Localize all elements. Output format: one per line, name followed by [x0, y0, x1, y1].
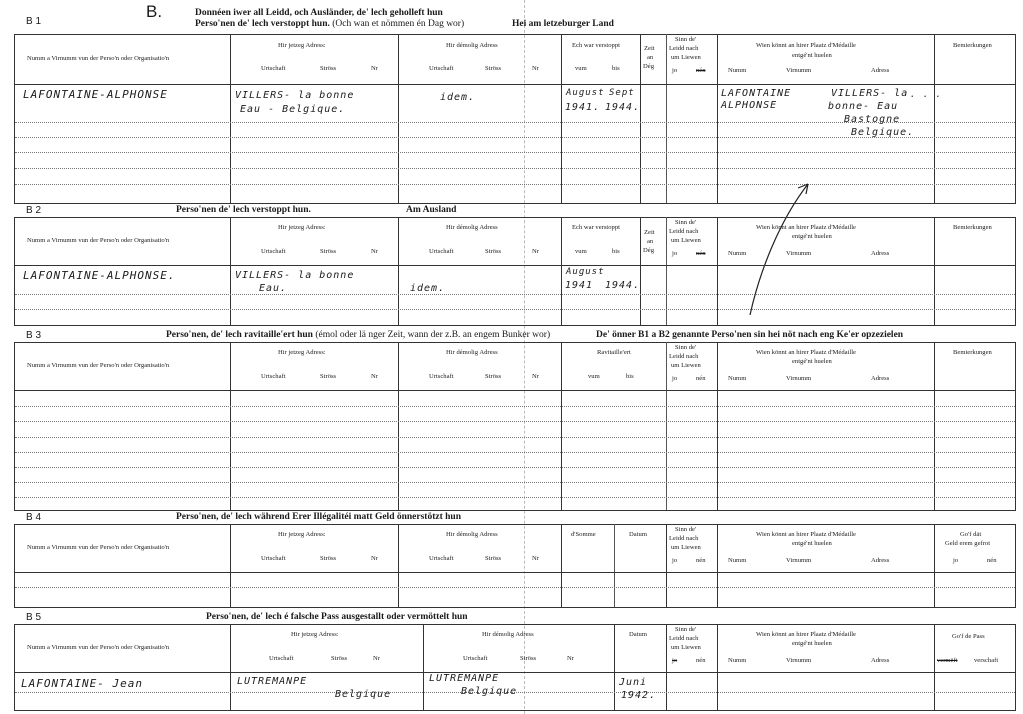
label-an: an: [647, 238, 654, 245]
label-medal: entgé'nt huelen: [792, 233, 832, 240]
section-b1: [14, 2, 1016, 203]
entry-address-1: VILLERS- la bonne: [235, 90, 355, 101]
section-title: Perso'nen de' lech verstoppt hun.: [176, 205, 311, 215]
entry-to-year: 1944.: [605, 280, 641, 291]
label-nr: Nr: [371, 65, 378, 72]
label-strooss: Ströss: [485, 65, 502, 72]
label-numm: Numm: [728, 557, 747, 564]
entry-address-2: Eau - Belgique.: [240, 104, 346, 115]
label-sinn: Sinn de': [675, 219, 697, 226]
label-bis: bis: [612, 248, 620, 255]
label-sinn: Sinn de': [675, 344, 697, 351]
label-current-address: Hir jetzeg Adress:: [278, 42, 326, 49]
label-medal: Wien könnt an hirer Plaatz d'Médaille: [756, 42, 856, 49]
entry-address-2: Eau.: [259, 283, 288, 294]
label-gold: Geld erem gefrot: [945, 540, 991, 547]
entry-medal-address-1: VILLERS- la: [831, 88, 909, 99]
label-medal: Wien könnt an hirer Plaatz d'Médaille: [756, 349, 856, 356]
label-bis: bis: [612, 65, 620, 72]
label-nr: Nr: [532, 65, 539, 72]
entry-former-1: LUTREMANPE: [429, 673, 500, 684]
label-strooss: Ströss: [485, 248, 502, 255]
label-strooss: Ströss: [320, 555, 337, 562]
label-strooss: Ströss: [320, 248, 337, 255]
entry-to: Sept: [609, 88, 635, 98]
label-sinn: um Liewen: [671, 644, 701, 651]
label-pass: Go'f de Pass: [952, 633, 985, 640]
label-vermoeft: vermëft: [937, 657, 958, 664]
label-current-address: Hir jetzeg Adress:: [278, 531, 326, 538]
section-b3: [14, 330, 1016, 510]
label-strooss: Ströss: [320, 373, 337, 380]
label-bis: bis: [626, 373, 634, 380]
label-former-address: Hir démolig Adress: [446, 349, 498, 356]
label-sinn: Leidd nach: [669, 45, 699, 52]
label-jo: jo: [672, 557, 678, 564]
entry-name: LAFONTAINE-ALPHONSE.: [23, 269, 176, 282]
entry-name: LAFONTAINE- Jean: [21, 677, 143, 690]
section-title: Perso'nen, de' lech während Erer Illégalitéi matt Geld önnerstötzt hun: [176, 512, 461, 522]
form-letter: B.: [146, 2, 163, 21]
label-nen: nén: [696, 657, 706, 664]
entry-date-2: 1942.: [621, 690, 657, 701]
entry-from: August: [566, 267, 605, 277]
label-ortschaft: Urtschaft: [429, 555, 454, 562]
label-ortschaft: Urtschaft: [463, 655, 488, 662]
section-b4: [14, 512, 1016, 607]
entry-date-1: Juni: [619, 677, 648, 688]
label-nr: Nr: [371, 373, 378, 380]
section-title-b: Am Ausland: [406, 205, 457, 215]
label-strooss: Ströss: [485, 373, 502, 380]
entry-medal-address-3: Bastogne: [844, 114, 901, 125]
label-sinn: Leidd nach: [669, 228, 699, 235]
label-ortschaft: Urtschaft: [261, 248, 286, 255]
label-hidden: Ech war verstoppt: [572, 42, 620, 49]
label-zeit: Zeit: [644, 229, 655, 236]
label-strooss: Ströss: [331, 655, 348, 662]
label-vum: vum: [575, 65, 587, 72]
label-supplied: Ravitaille'ert: [597, 349, 631, 356]
label-datum: Datum: [629, 631, 647, 638]
label-sinn: um Liewen: [671, 544, 701, 551]
section-b2: [14, 205, 1016, 325]
entry-address-1: LUTREMANPE: [237, 676, 308, 687]
entry-remarks-marks: . . .: [910, 90, 943, 100]
entry-former-2: Belgique: [461, 686, 518, 697]
entry-address-2: Belgique: [335, 689, 392, 700]
label-former-address: Hir démolig Adress: [446, 224, 498, 231]
label-jo: jo: [953, 557, 959, 564]
header-line-2-right: Hei am letzeburger Land: [512, 19, 614, 29]
section-b3-grid: [14, 342, 1016, 511]
label-nen: nén: [696, 557, 706, 564]
label-nen: nén: [696, 375, 706, 382]
label-nen: nén: [696, 67, 706, 74]
label-virnumm: Virnumm: [786, 250, 812, 257]
section-title: Perso'nen, de' lech é falsche Pass ausgestallt oder vermöttelt hun: [206, 612, 468, 622]
section-b5-grid: [14, 624, 1016, 711]
label-adress: Adress: [871, 375, 890, 382]
label-deg: Dég: [643, 247, 654, 254]
label-current-address: Hir jetzeg Adress:: [278, 349, 326, 356]
label-hidden: Ech war verstoppt: [572, 224, 620, 231]
label-numm: Numm: [728, 375, 747, 382]
section-id: B 3: [26, 330, 42, 341]
label-vum: vum: [575, 248, 587, 255]
section-id: B 1: [26, 16, 42, 27]
label-somme: d'Somme: [571, 531, 596, 538]
label-ortschaft: Urtschaft: [261, 373, 286, 380]
label-remarks: Bemierkungen: [953, 349, 992, 356]
label-an: an: [647, 54, 654, 61]
label-strooss: Ströss: [320, 65, 337, 72]
section-title: Perso'nen, de' lech ravitaille'ert hun (émol oder lä nger Zeit, wann der z.B. an engem Bunker wor): [166, 330, 551, 340]
entry-former: idem.: [410, 283, 446, 294]
label-person: Numm a Virnumm vun der Perso'n oder Organisatio'n: [27, 644, 170, 651]
label-verschaft: verschaft: [974, 657, 999, 664]
label-jo: jo: [672, 657, 678, 664]
label-adress: Adress: [871, 250, 890, 257]
label-former-address: Hir démolig Adress: [446, 531, 498, 538]
label-remarks: Bemierkungen: [953, 224, 992, 231]
section-id: B 5: [26, 612, 42, 623]
label-jo: jo: [672, 67, 678, 74]
label-jo: jo: [672, 375, 678, 382]
label-person: Numm a Virnumm vun der Perso'n oder Organisatio'n: [27, 544, 170, 551]
label-adress: Adress: [871, 657, 890, 664]
label-ortschaft: Urtschaft: [269, 655, 294, 662]
label-ortschaft: Urtschaft: [261, 65, 286, 72]
label-nr: Nr: [371, 555, 378, 562]
label-gold: Go'f dät: [960, 531, 982, 538]
header-line-1: Donnéen iwer all Leidd, och Ausländer, de' lech geholleft hun: [195, 8, 443, 18]
label-medal: Wien könnt an hirer Plaatz d'Médaille: [756, 631, 856, 638]
label-nr: Nr: [532, 248, 539, 255]
label-nr: Nr: [532, 555, 539, 562]
label-datum: Datum: [629, 531, 647, 538]
label-nen: nén: [696, 250, 706, 257]
label-former-address: Hir démolig Adress: [446, 42, 498, 49]
section-b1-grid: [14, 34, 1016, 204]
entry-from-year: 1941: [565, 280, 594, 291]
label-adress: Adress: [871, 67, 890, 74]
label-current-address: Hir jetzeg Adress:: [278, 224, 326, 231]
entry-address-1: VILLERS- la bonne: [235, 270, 355, 281]
label-medal: Wien könnt an hirer Plaatz d'Médaille: [756, 531, 856, 538]
label-vum: vum: [588, 373, 600, 380]
section-id: B 4: [26, 512, 42, 523]
label-numm: Numm: [728, 67, 747, 74]
label-nr: Nr: [532, 373, 539, 380]
entry-medal-name-1: LAFONTAINE: [721, 88, 792, 99]
entry-medal-address-2: bonne- Eau: [828, 101, 899, 112]
label-sinn: Leidd nach: [669, 635, 699, 642]
section-b1-header: [14, 2, 1016, 35]
label-strooss: Ströss: [485, 555, 502, 562]
label-strooss: Ströss: [520, 655, 537, 662]
section-b5: [14, 612, 1016, 710]
entry-name: LAFONTAINE-ALPHONSE: [23, 88, 168, 101]
label-person: Numm a Virnumm vun der Perso'n oder Organisatio'n: [27, 362, 170, 369]
entry-former: idem.: [440, 92, 476, 103]
label-numm: Numm: [728, 250, 747, 257]
label-sinn: Sinn de': [675, 526, 697, 533]
label-numm: Numm: [728, 657, 747, 664]
label-sinn: Sinn de': [675, 626, 697, 633]
label-sinn: Sinn de': [675, 36, 697, 43]
header-line-2: Perso'nen de' lech verstoppt hun. (Och wan et nömmen én Dag wor): [195, 19, 465, 29]
label-nen: nén: [987, 557, 997, 564]
entry-medal-address-4: Belgique.: [851, 127, 915, 138]
label-nr: Nr: [371, 248, 378, 255]
label-ortschaft: Urtschaft: [429, 65, 454, 72]
label-virnumm: Virnumm: [786, 557, 812, 564]
label-medal: entgé'nt huelen: [792, 640, 832, 647]
label-ortschaft: Urtschaft: [429, 248, 454, 255]
entry-to-year: 1944.: [605, 102, 641, 113]
label-sinn: um Liewen: [671, 237, 701, 244]
label-medal: entgé'nt huelen: [792, 52, 832, 59]
label-nr: Nr: [567, 655, 574, 662]
label-virnumm: Virnumm: [786, 657, 812, 664]
label-sinn: Leidd nach: [669, 353, 699, 360]
entry-from: August: [566, 88, 605, 98]
entry-medal-name-2: ALPHONSE: [721, 100, 778, 111]
label-sinn: um Liewen: [671, 54, 701, 61]
section-title-b: De' önner B1 a B2 genannte Perso'nen sin hei nöt nach eng Ke'er opzezielen: [596, 330, 904, 340]
label-sinn: Leidd nach: [669, 535, 699, 542]
label-adress: Adress: [871, 557, 890, 564]
label-person: Numm a Virnumm vun der Perso'n oder Organisatio'n: [27, 237, 170, 244]
label-sinn: um Liewen: [671, 362, 701, 369]
label-deg: Dég: [643, 63, 654, 70]
label-former-address: Hir démolig Adress: [482, 631, 534, 638]
label-person: Numm a Virnumm vun der Perso'n oder Organisatio'n: [27, 55, 170, 62]
label-current-address: Hir jetzeg Adress:: [291, 631, 339, 638]
label-ortschaft: Urtschaft: [429, 373, 454, 380]
label-virnumm: Virnumm: [786, 375, 812, 382]
label-remarks: Bemierkungen: [953, 42, 992, 49]
label-medal: Wien könnt an hirer Plaatz d'Médaille: [756, 224, 856, 231]
label-zeit: Zeit: [644, 45, 655, 52]
label-virnumm: Virnumm: [786, 67, 812, 74]
label-jo: jo: [672, 250, 678, 257]
section-b2-grid: [14, 217, 1016, 326]
label-medal: entgé'nt huelen: [792, 540, 832, 547]
label-medal: entgé'nt huelen: [792, 358, 832, 365]
label-ortschaft: Urtschaft: [261, 555, 286, 562]
section-id: B 2: [26, 205, 42, 216]
label-nr: Nr: [373, 655, 380, 662]
section-b4-grid: [14, 524, 1016, 608]
entry-from-year: 1941.: [565, 102, 601, 113]
